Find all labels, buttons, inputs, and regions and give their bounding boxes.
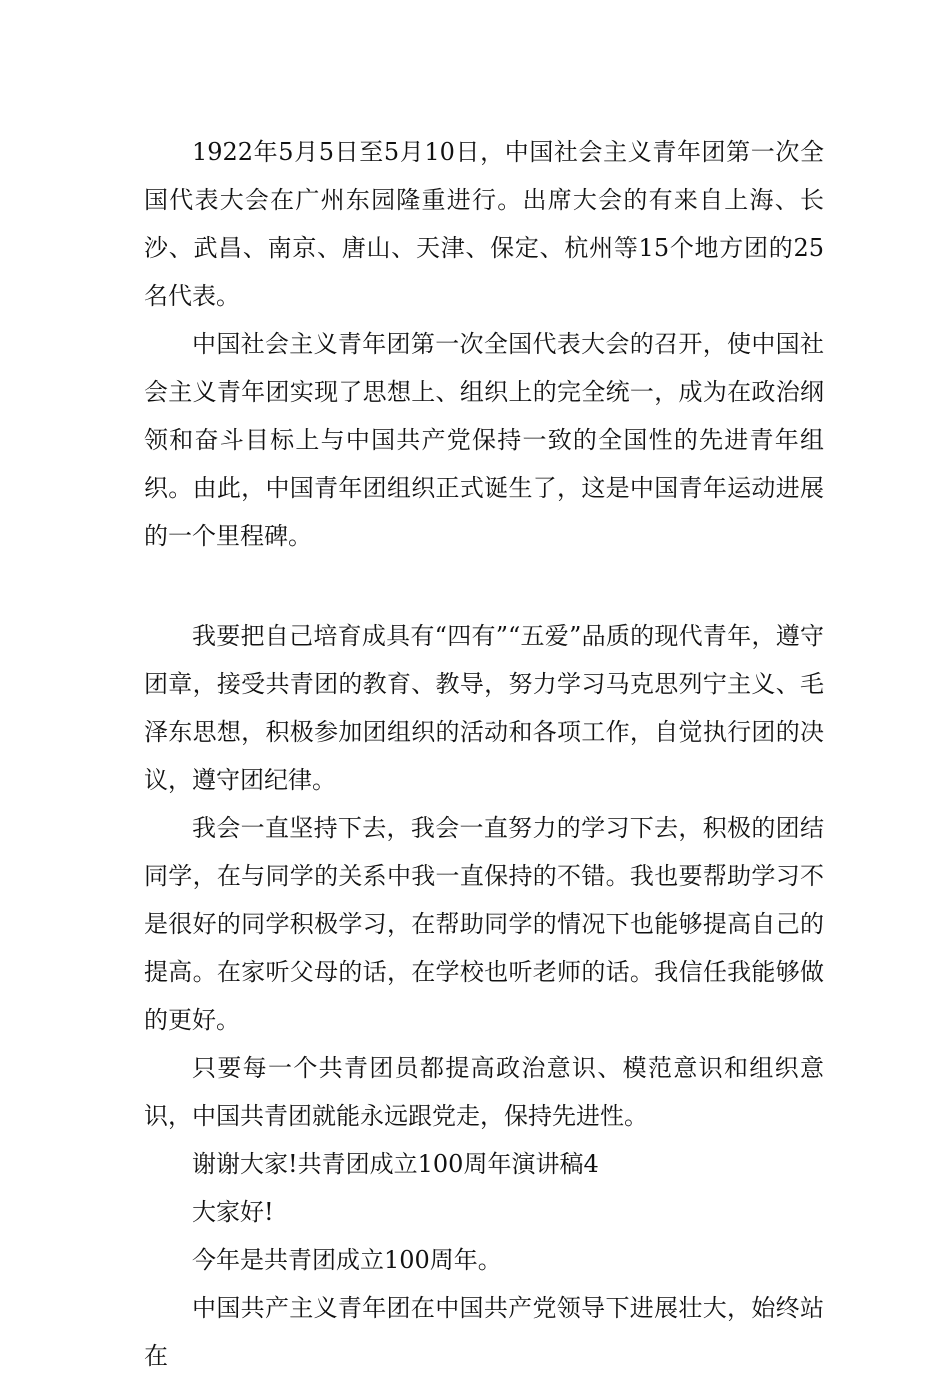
paragraph-persistence: 我会一直坚持下去，我会一直努力的学习下去，积极的团结同学，在与同学的关系中我一直保持的不错。我也要帮助学习不是很好的同学积极学习，在帮助同学的情况下也能够提高自己的提高。在家听父母的话，在学校也听老师的话。我信任我能够做的更好。 xyxy=(144,814,824,1034)
paragraph-anniversary: 今年是共青团成立100周年。 xyxy=(192,1246,502,1274)
paragraph-gap xyxy=(144,560,824,612)
paragraph-history: 1922年5月5日至5月10日，中国社会主义青年团第一次全国代表大会在广州东园隆重进行。出席大会的有来自上海、长沙、武昌、南京、唐山、天津、保定、杭州等15个地方团的25名代表。 xyxy=(144,138,824,310)
paragraph-commitment: 我要把自己培育成具有“四有”“五爱”品质的现代青年，遵守团章，接受共青团的教育、教导，努力学习马克思列宁主义、毛泽东思想，积极参加团组织的活动和各项工作，自觉执行团的决议，遵守团纪律。 xyxy=(144,622,824,794)
document-body xyxy=(144,128,824,1380)
paragraph-thanks-title: 谢谢大家!共青团成立100周年演讲稿4 xyxy=(192,1150,599,1178)
paragraph-conclusion: 只要每一个共青团员都提高政治意识、模范意识和组织意识，中国共青团就能永远跟党走，保持先进性。 xyxy=(144,1054,824,1130)
paragraph-continued: 中国共产主义青年团在中国共产党领导下进展壮大，始终站在 xyxy=(144,1294,824,1370)
paragraph-significance: 中国社会主义青年团第一次全国代表大会的召开，使中国社会主义青年团实现了思想上、组织上的完全统一，成为在政治纲领和奋斗目标上与中国共产党保持一致的全国性的先进青年组织。由此，中国青年团组织正式诞生了，这是中国青年运动进展的一个里程碑。 xyxy=(144,330,824,550)
paragraph-greeting: 大家好! xyxy=(192,1198,274,1226)
